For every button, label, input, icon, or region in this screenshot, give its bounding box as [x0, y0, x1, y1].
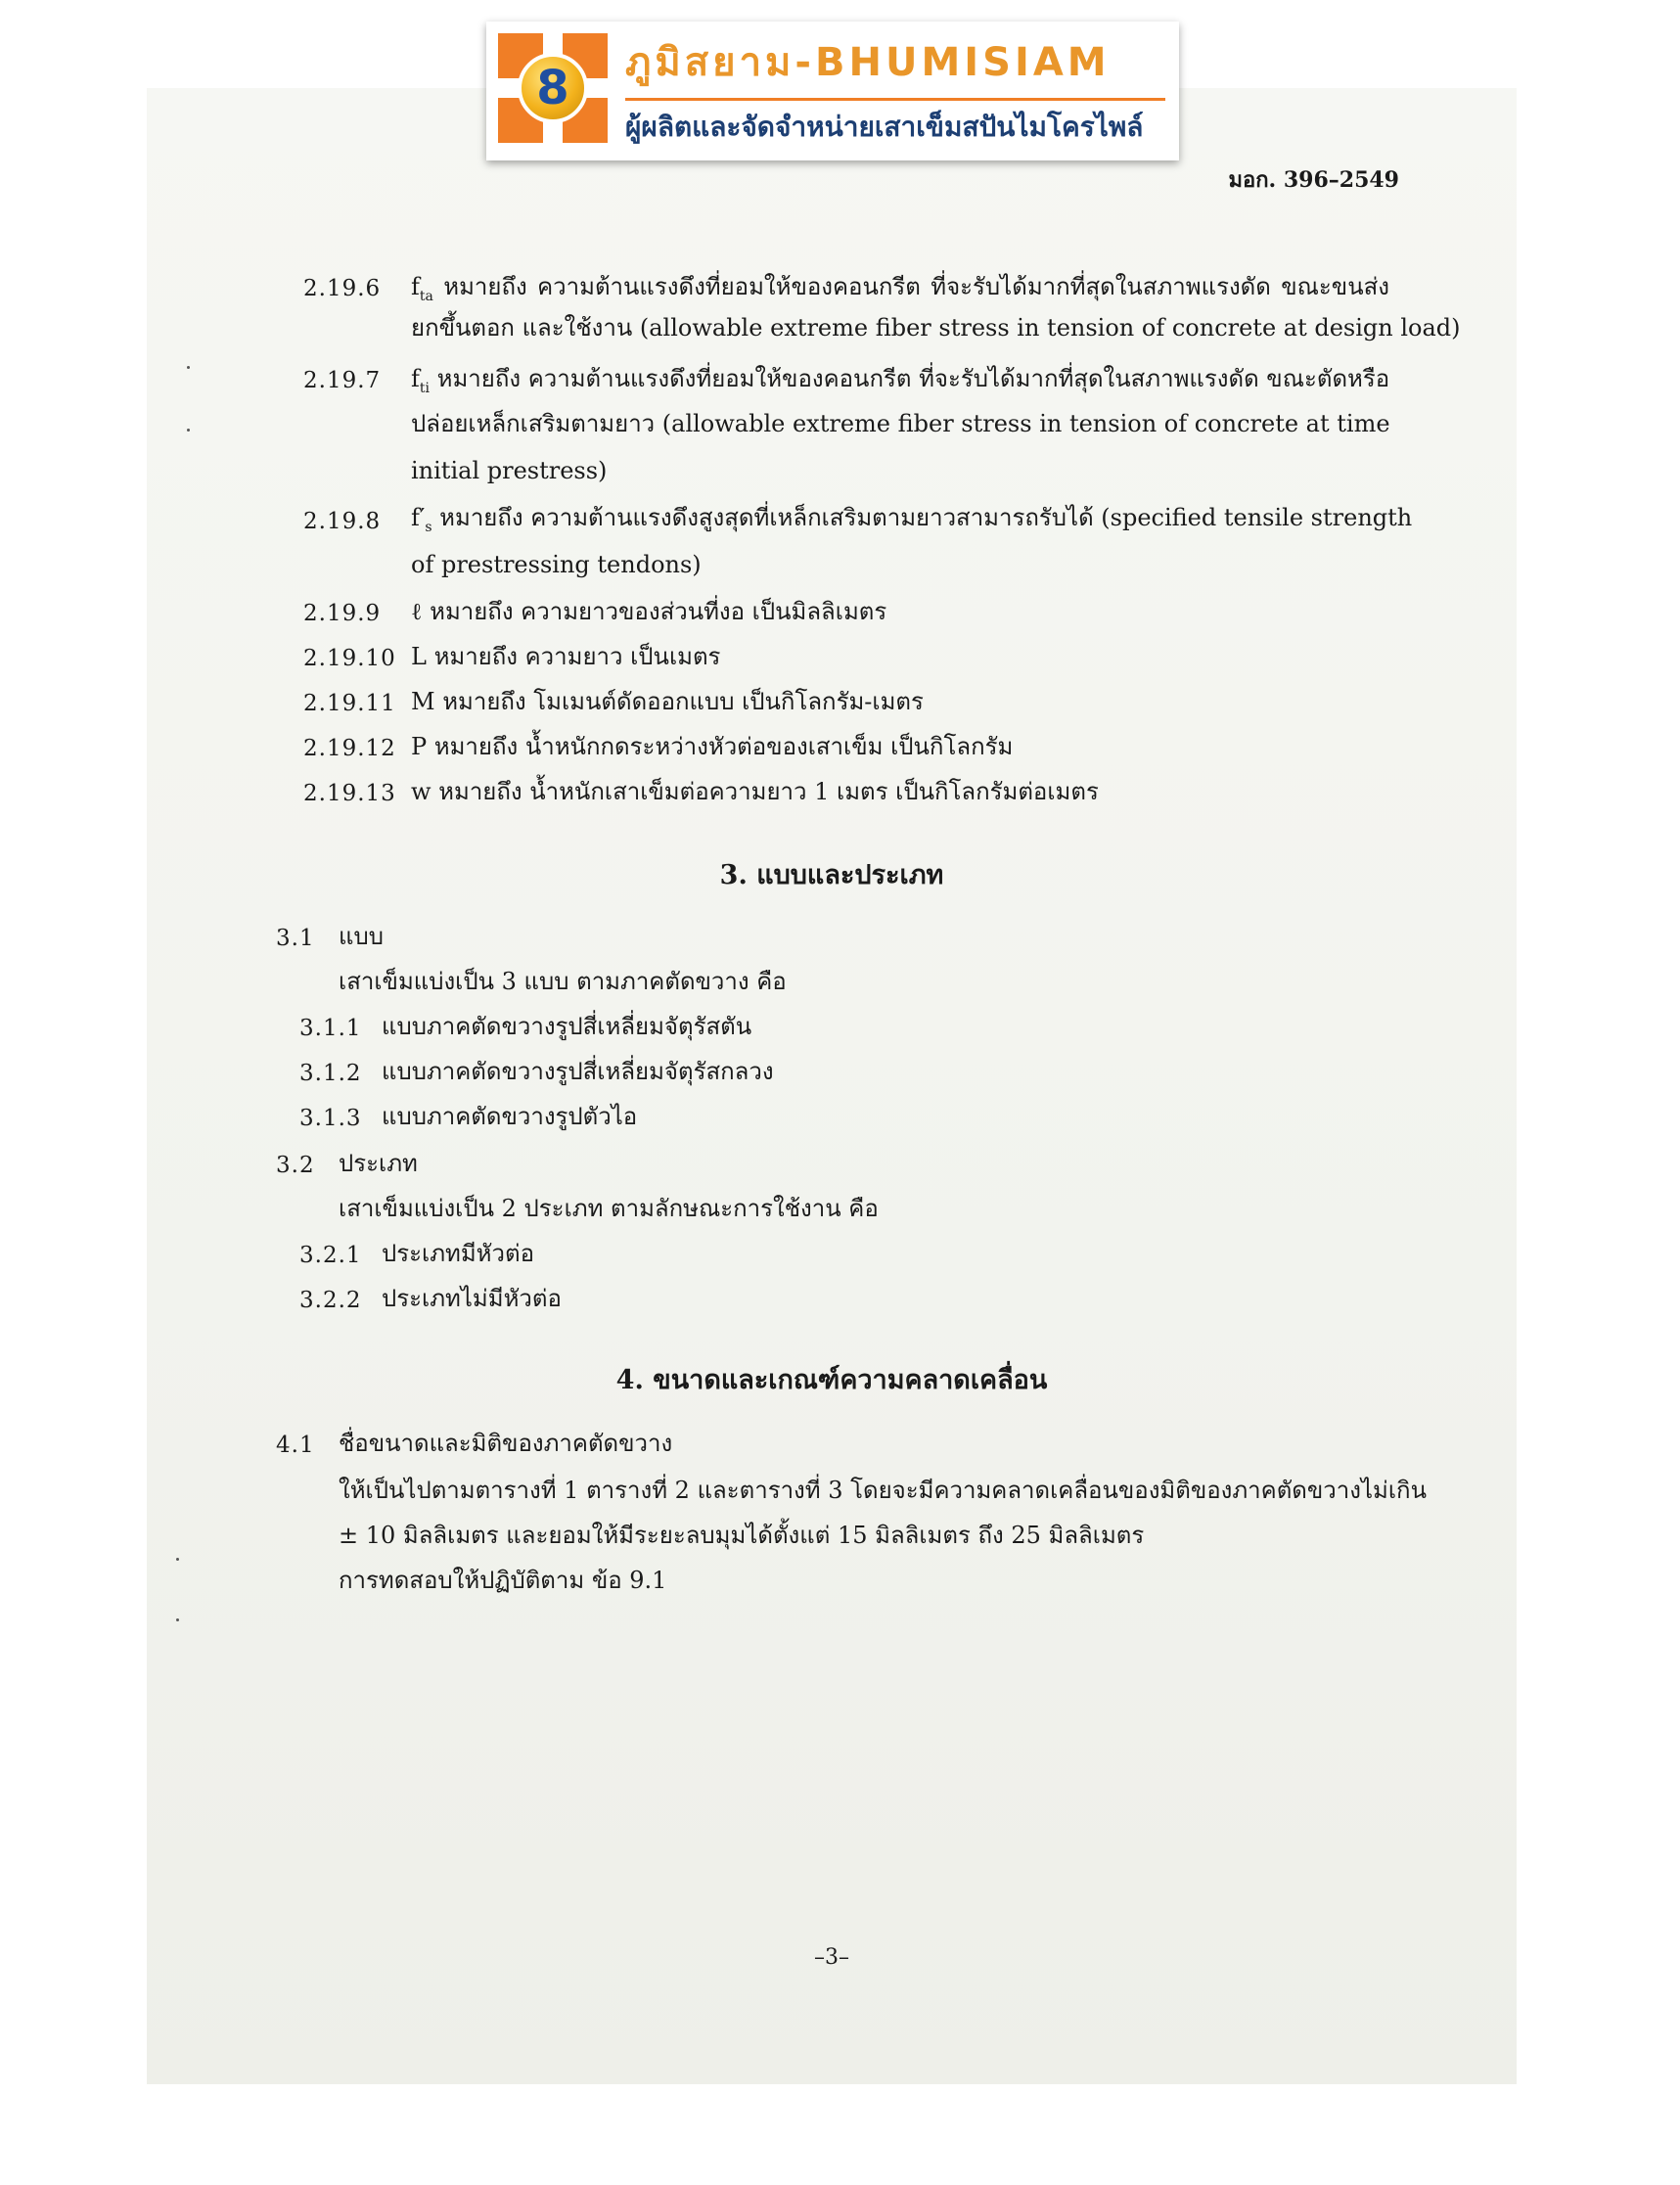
clause-number: 3.2.2: [299, 1288, 362, 1313]
brand-subtitle: ผู้ผลิตและจัดจำหน่ายเสาเข็มสปันไมโครไพล์: [625, 111, 1144, 143]
scan-speck: [176, 1558, 179, 1561]
clause-number: 3.2: [276, 1153, 315, 1178]
clause-number: 4.1: [276, 1433, 315, 1458]
definition-line: ℓ หมายถึง ความยาวของส่วนที่งอ เป็นมิลลิเมตร: [411, 598, 887, 625]
definition-line: P หมายถึง น้ำหนักกดระหว่างหัวต่อของเสาเข็ม เป็นกิโลกรัม: [411, 733, 1014, 760]
clause-text: ± 10 มิลลิเมตร และยอมให้มีระยะลบมุมได้ตั้งแต่ 15 มิลลิเมตร ถึง 25 มิลลิเมตร: [339, 1522, 1145, 1549]
clause-number: 2.19.8: [303, 509, 382, 534]
definition-line: w หมายถึง น้ำหนักเสาเข็มต่อความยาว 1 เมตร เป็นกิโลกรัมต่อเมตร: [411, 778, 1099, 805]
brand-title: ภูมิสยาม-BHUMISIAM: [625, 40, 1111, 85]
clause-text: ให้เป็นไปตามตารางที่ 1 ตารางที่ 2 และตารางที่ 3 โดยจะมีความคลาดเคลื่อนของมิติของภาคตัดขวางไม่เกิน: [339, 1477, 1427, 1504]
clause-number: 2.19.13: [303, 781, 396, 806]
clause-text: เสาเข็มแบ่งเป็น 3 แบบ ตามภาคตัดขวาง คือ: [339, 968, 787, 995]
standard-number: มอก. 396–2549: [1228, 167, 1399, 193]
section-heading: 4. ขนาดและเกณฑ์ความคลาดเคลื่อน: [615, 1365, 1048, 1395]
logo-glyph: 8: [536, 61, 569, 115]
clause-title: ชื่อขนาดและมิติของภาคตัดขวาง: [339, 1430, 673, 1457]
definition-line: initial prestress): [411, 457, 608, 484]
clause-title: ประเภท: [339, 1150, 418, 1177]
list-item: ประเภทไม่มีหัวต่อ: [382, 1285, 562, 1312]
clause-text: เสาเข็มแบ่งเป็น 2 ประเภท ตามลักษณะการใช้งาน คือ: [339, 1195, 879, 1222]
definition-line: L หมายถึง ความยาว เป็นเมตร: [411, 643, 721, 670]
definition-line: $f'_s$ หมายถึง ความต้านแรงดึงสูงสุดที่เหล็กเสริมตามยาวสามารถรับได้ (specified tensile strength: [411, 504, 1413, 535]
clause-number: 3.1.1: [299, 1016, 362, 1041]
brand-banner: [486, 22, 1179, 160]
definition-line: M หมายถึง โมเมนต์ดัดออกแบบ เป็นกิโลกรัม-เมตร: [411, 688, 924, 715]
clause-number: 2.19.10: [303, 646, 396, 671]
brand-divider: [625, 98, 1165, 101]
clause-number: 2.19.6: [303, 276, 382, 301]
clause-number: 3.1.3: [299, 1106, 362, 1131]
scan-speck: [176, 1618, 179, 1621]
definition-line: $f_{ti}$ หมายถึง ความต้านแรงดึงที่ยอมให้ของคอนกรีต ที่จะรับได้มากที่สุดในสภาพแรงดัด ขณะตัดหรือ: [411, 365, 1390, 396]
definition-line: ปล่อยเหล็กเสริมตามยาว (allowable extreme fiber stress in tension of concrete at time: [411, 410, 1390, 437]
clause-number: 2.19.11: [303, 691, 396, 716]
clause-number: 3.1: [276, 926, 315, 951]
clause-text: การทดสอบให้ปฏิบัติตาม ข้อ 9.1: [339, 1567, 667, 1594]
definition-line: $f_{ta}$ หมายถึง ความต้านแรงดึงที่ยอมให้ของคอนกรีต ที่จะรับได้มากที่สุดในสภาพแรงดัด ขณะขนส่ง: [411, 273, 1389, 304]
clause-number: 2.19.7: [303, 368, 382, 393]
list-item: แบบภาคตัดขวางรูปสี่เหลี่ยมจัตุรัสตัน: [382, 1013, 752, 1040]
scan-speck: [187, 429, 190, 432]
clause-number: 2.19.12: [303, 736, 396, 761]
list-item: แบบภาคตัดขวางรูปตัวไอ: [382, 1103, 638, 1130]
scan-speck: [187, 366, 190, 369]
definition-line: of prestressing tendons): [411, 551, 702, 578]
list-item: ประเภทมีหัวต่อ: [382, 1240, 534, 1267]
definition-line: ยกขึ้นตอก และใช้งาน (allowable extreme fiber stress in tension of concrete at design load): [411, 314, 1461, 341]
section-heading: 3. แบบและประเภท: [719, 860, 944, 890]
company-logo: [498, 33, 608, 143]
list-item: แบบภาคตัดขวางรูปสี่เหลี่ยมจัตุรัสกลวง: [382, 1058, 774, 1085]
clause-number: 3.1.2: [299, 1061, 362, 1086]
page-number: –3–: [814, 1945, 849, 1970]
clause-number: 3.2.1: [299, 1243, 362, 1268]
clause-number: 2.19.9: [303, 601, 382, 626]
clause-title: แบบ: [339, 923, 384, 950]
